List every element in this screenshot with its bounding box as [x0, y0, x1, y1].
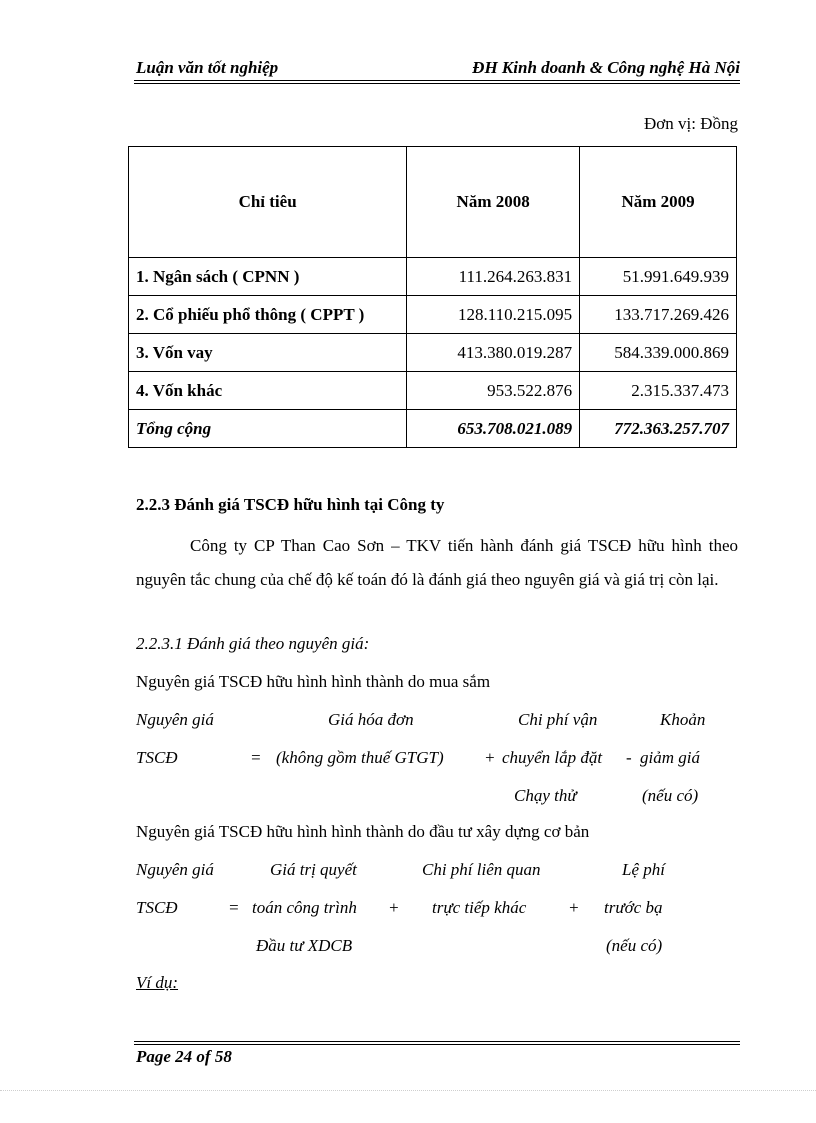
value-2008: 128.110.215.095 [407, 296, 580, 334]
footer-rule-bottom [134, 1044, 740, 1045]
formula-term: Chạy thử [514, 786, 577, 805]
sub-heading: 2.2.3.1 Đánh giá theo nguyên giá: [136, 634, 370, 653]
formula-term: trước bạ [604, 898, 663, 917]
value-2008: 953.522.876 [407, 372, 580, 410]
formula-term: Chi phí vận [518, 710, 598, 729]
row-label: 3. Vốn vay [129, 334, 407, 372]
column-header: Chỉ tiêu [129, 147, 407, 258]
formula-term: chuyển lắp đặt [502, 748, 603, 767]
formula-term: Giá trị quyết [270, 860, 357, 879]
body-paragraph: Công ty CP Than Cao Sơn – TKV tiến hành đánh giá TSCĐ hữu hình theo nguyên tắc chung của chế độ kế toán đó là đánh giá theo nguyên giá và giá trị còn lại. [136, 536, 738, 589]
formula-term: toán công trình [252, 898, 357, 917]
formula-term: (nếu có) [606, 936, 663, 955]
column-header: Năm 2008 [407, 147, 580, 258]
section-heading: 2.2.3 Đánh giá TSCĐ hữu hình tại Công ty [136, 495, 445, 514]
value-2009: 2.315.337.473 [580, 372, 737, 410]
formula-term: Lệ phí [622, 860, 665, 879]
value-2008: 111.264.263.831 [407, 258, 580, 296]
formula-term: TSCĐ [136, 898, 178, 917]
table-header-row [129, 147, 737, 258]
footer-rule-top [134, 1041, 740, 1042]
formula1-intro: Nguyên giá TSCĐ hữu hình hình thành do mua sắm [136, 672, 491, 691]
formula-term: (nếu có) [642, 786, 699, 805]
page-number: Page 24 of 58 [136, 1047, 232, 1066]
formula-operator: = [250, 748, 262, 767]
unit-label: Đơn vị: Đồng [644, 114, 738, 133]
header-rule-bottom [134, 83, 740, 84]
row-label: 4. Vốn khác [129, 372, 407, 410]
example-label: Ví dụ: [136, 973, 179, 992]
capital-structure-table [128, 146, 737, 448]
formula-term: Đầu tư XDCB [256, 936, 353, 955]
value-2009: 584.339.000.869 [580, 334, 737, 372]
table-row [129, 334, 737, 372]
formula-operator: = [228, 898, 240, 917]
formula-term: giảm giá [640, 748, 700, 767]
value-2009: 133.717.269.426 [580, 296, 737, 334]
formula-term: (không gồm thuế GTGT) [276, 748, 444, 767]
formula2-intro: Nguyên giá TSCĐ hữu hình hình thành do đầu tư xây dựng cơ bản [136, 822, 590, 841]
formula-term: TSCĐ [136, 748, 178, 767]
formula-term: trực tiếp khác [432, 898, 527, 917]
formula-term: Chi phí liên quan [422, 860, 541, 879]
header-university-name: ĐH Kinh doanh & Công nghệ Hà Nội [472, 58, 740, 77]
table-row [129, 372, 737, 410]
row-label: 2. Cổ phiếu phổ thông ( CPPT ) [129, 296, 407, 334]
column-header: Năm 2009 [580, 147, 737, 258]
table-row [129, 296, 737, 334]
formula-term: Giá hóa đơn [328, 710, 414, 729]
page-header [134, 56, 740, 82]
table-row [129, 258, 737, 296]
formula-operator: + [388, 898, 400, 917]
page-edge [0, 1090, 816, 1091]
total-label: Tổng cộng [129, 410, 407, 448]
header-rule-top [134, 80, 740, 81]
total-2009: 772.363.257.707 [580, 410, 737, 448]
total-2008: 653.708.021.089 [407, 410, 580, 448]
formula-term: Nguyên giá [136, 860, 214, 879]
formula-term: Khoản [660, 710, 706, 729]
formula-operator: + [568, 898, 580, 917]
row-label: 1. Ngân sách ( CPNN ) [129, 258, 407, 296]
formula-term: Nguyên giá [136, 710, 214, 729]
total-row [129, 410, 737, 448]
value-2009: 51.991.649.939 [580, 258, 737, 296]
value-2008: 413.380.019.287 [407, 334, 580, 372]
header-thesis-title: Luận văn tốt nghiệp [136, 58, 279, 77]
formula-operator: - [626, 748, 632, 767]
formula-operator: + [484, 748, 496, 767]
